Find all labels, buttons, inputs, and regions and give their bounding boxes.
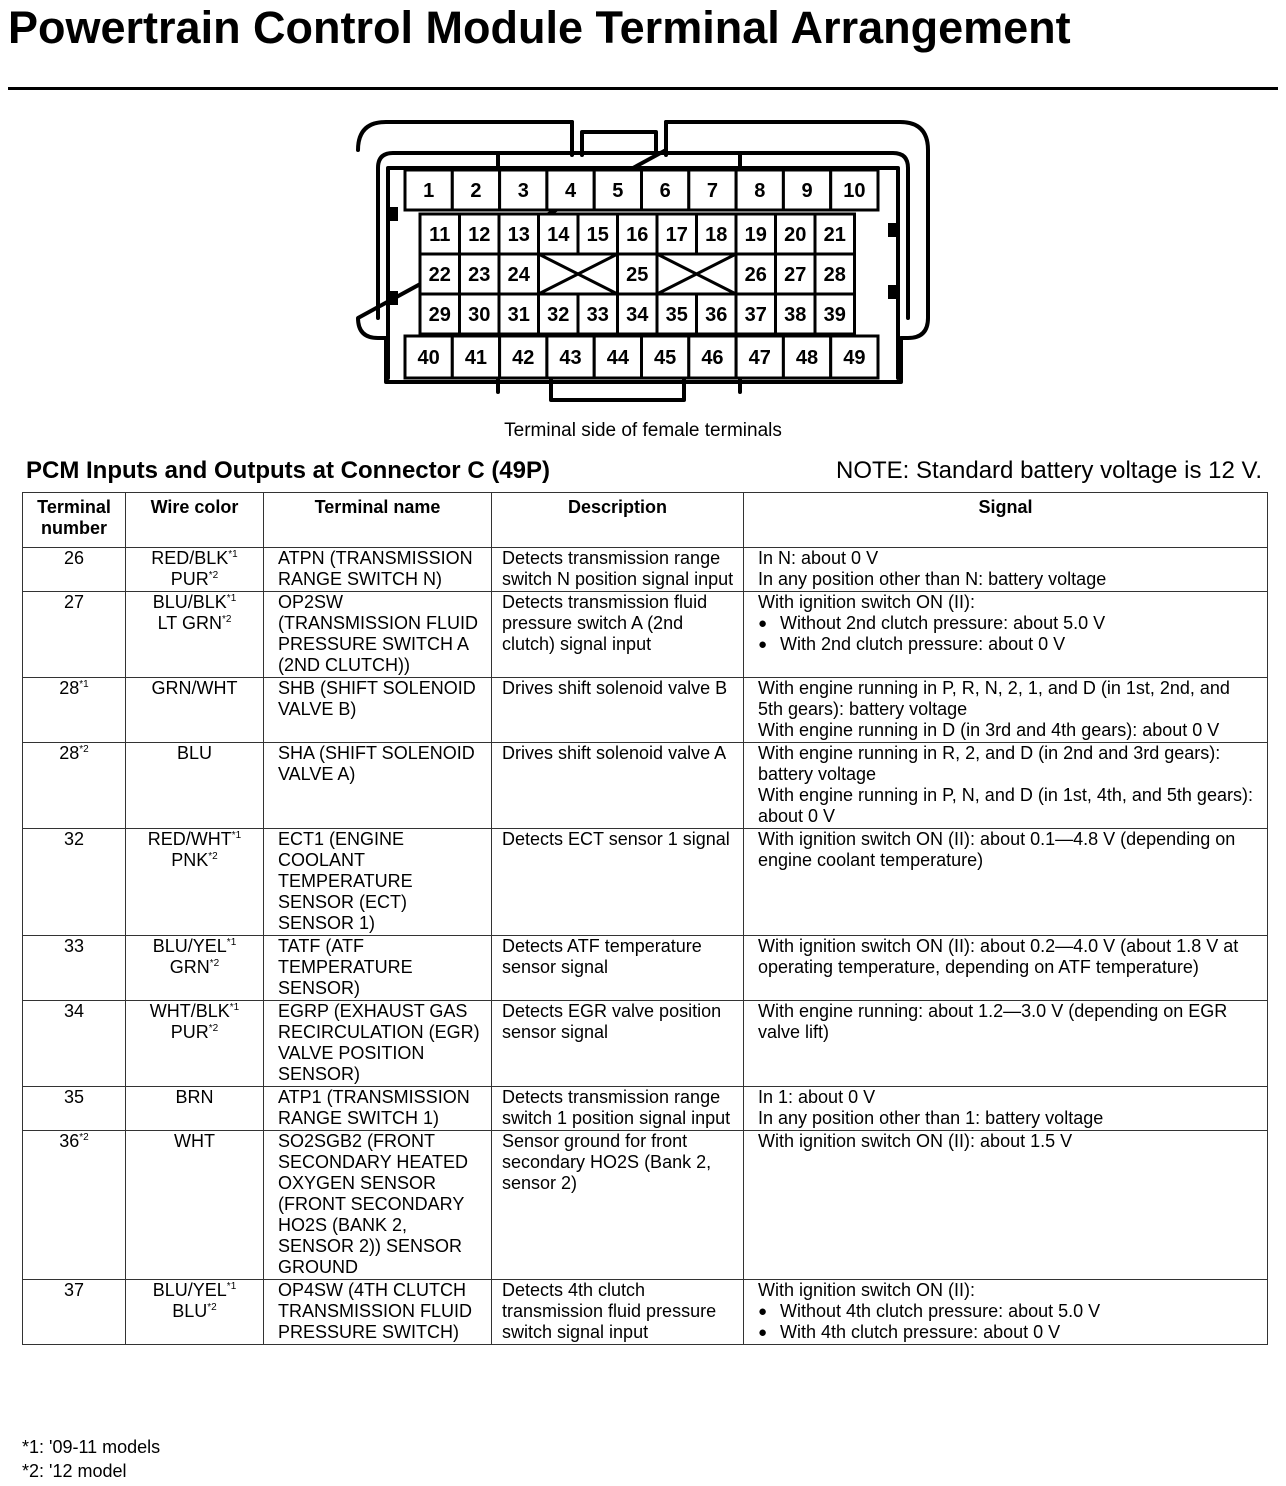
signal-bullet: ● With 4th clutch pressure: about 0 V	[758, 1322, 1259, 1343]
signal-line: In 1: about 0 V	[758, 1087, 876, 1107]
terminal-number: 27	[784, 264, 807, 286]
wire-color-line	[129, 678, 260, 699]
terminal-number: 34	[626, 304, 649, 326]
wire-color-value: RED/WHT	[147, 829, 232, 849]
cell-description: Detects transmission range switch 1 position signal input	[492, 1087, 744, 1131]
signal-line: With engine running: about 1.2—3.0 V (depending on EGR valve lift)	[758, 1001, 1228, 1042]
cell-terminal-number	[23, 1087, 126, 1131]
wire-color-line	[129, 743, 260, 764]
wire-color-value: PUR	[170, 1022, 209, 1042]
cell-description: Detects ECT sensor 1 signal	[492, 829, 744, 936]
cell-signal	[744, 936, 1268, 1001]
cell-description: Detects EGR valve position sensor signal	[492, 1001, 744, 1087]
cell-wire-color	[126, 743, 264, 829]
terminal-number-value: 37	[63, 1280, 85, 1300]
signal-bullet: ● With 2nd clutch pressure: about 0 V	[758, 634, 1259, 655]
terminal-number-value: 27	[63, 592, 85, 612]
terminal-number: 44	[606, 347, 629, 369]
terminal-number: 28	[823, 264, 846, 286]
cell-terminal-number	[23, 678, 126, 743]
wire-color-line	[129, 936, 260, 957]
wire-color-value: RED/BLK	[151, 548, 229, 568]
footnote-mark: *1	[226, 1281, 237, 1292]
cell-wire-color	[126, 936, 264, 1001]
cell-wire-color	[126, 1280, 264, 1345]
terminal-number: 7	[706, 180, 719, 202]
wire-color-line	[129, 850, 260, 871]
signal-line: With ignition switch ON (II): about 0.2—4.0 V (about 1.8 V at operating temperature, depending on ATF temperature)	[758, 936, 1239, 977]
wire-color-value: GRN	[169, 957, 210, 977]
terminal-number: 26	[744, 264, 767, 286]
terminal-number: 31	[507, 304, 530, 326]
header-terminal-number: Terminal number	[23, 493, 126, 548]
wire-color-line	[129, 592, 260, 613]
wire-color-value: WHT/BLK	[149, 1001, 230, 1021]
cell-terminal-name: TATF (ATF TEMPERATURE SENSOR)	[264, 936, 492, 1001]
wire-color-value: BLU/YEL	[152, 1280, 227, 1300]
cell-signal	[744, 1087, 1268, 1131]
footnote-2: *2: '12 model	[22, 1461, 127, 1481]
terminal-number: 47	[748, 347, 771, 369]
cell-signal	[744, 743, 1268, 829]
terminal-number: 9	[801, 180, 813, 202]
cell-signal	[744, 829, 1268, 936]
terminal-number-value: 28	[59, 743, 80, 763]
table-row	[23, 1280, 1268, 1345]
terminal-number: 37	[744, 304, 767, 326]
terminal-number: 14	[547, 224, 570, 246]
cell-terminal-number	[23, 548, 126, 592]
cell-terminal-name: ATP1 (TRANSMISSION RANGE SWITCH 1)	[264, 1087, 492, 1131]
terminal-number: 17	[665, 224, 688, 246]
wire-color-value: BLU	[172, 1301, 208, 1321]
diagram-caption: Terminal side of female terminals	[504, 420, 782, 441]
signal-line: With ignition switch ON (II): about 1.5 V	[758, 1131, 1073, 1151]
pcm-io-table	[22, 492, 1268, 1345]
cell-wire-color	[126, 1001, 264, 1087]
footnote-mark: *2	[209, 958, 220, 969]
terminal-number: 6	[659, 180, 671, 202]
wire-color-line	[129, 1001, 260, 1022]
wire-color-line	[129, 829, 260, 850]
cell-terminal-number	[23, 936, 126, 1001]
terminal-number: 11	[429, 224, 451, 246]
cell-wire-color	[126, 1131, 264, 1280]
cell-wire-color	[126, 592, 264, 678]
cell-terminal-number	[23, 743, 126, 829]
signal-bullet: ● Without 2nd clutch pressure: about 5.0 V	[758, 613, 1259, 634]
cell-terminal-name: ECT1 (ENGINE COOLANT TEMPERATURE SENSOR (ECT) SENSOR 1)	[264, 829, 492, 936]
cell-signal	[744, 678, 1268, 743]
terminal-number: 43	[559, 347, 582, 369]
signal-line: With engine running in R, 2, and D (in 2nd and 3rd gears): battery voltage	[758, 743, 1221, 784]
footnote-mark: *1	[229, 1002, 240, 1013]
terminal-number: 15	[586, 224, 609, 246]
wire-color-line	[129, 1087, 260, 1108]
footnote-mark: *2	[79, 744, 89, 755]
terminal-number: 2	[470, 180, 482, 202]
table-row	[23, 936, 1268, 1001]
section-title: PCM Inputs and Outputs at Connector C (49P)	[26, 457, 551, 484]
cell-description: Drives shift solenoid valve B	[492, 678, 744, 743]
footnote-mark: *2	[208, 1023, 219, 1034]
wire-color-line	[129, 1301, 260, 1322]
wire-color-value: PUR	[170, 569, 209, 589]
footnote-mark: *1	[226, 593, 237, 604]
cell-description: Detects ATF temperature sensor signal	[492, 936, 744, 1001]
terminal-number: 19	[744, 224, 767, 246]
table-row	[23, 829, 1268, 936]
footnote-1: *1: '09-11 models	[22, 1437, 161, 1457]
signal-line: With ignition switch ON (II):	[758, 1280, 976, 1300]
terminal-number-value: 36	[59, 1131, 80, 1151]
cell-wire-color	[126, 1087, 264, 1131]
footnote-mark: *1	[228, 549, 238, 560]
wire-color-value: WHT	[174, 1131, 215, 1151]
cell-terminal-name: EGRP (EXHAUST GAS RECIRCULATION (EGR) VALVE POSITION SENSOR)	[264, 1001, 492, 1087]
terminal-number: 21	[823, 224, 846, 246]
page-title: Powertrain Control Module Terminal Arrangement	[8, 2, 1071, 53]
header-wire-color: Wire color	[126, 493, 264, 548]
terminal-number: 4	[564, 180, 577, 202]
cell-wire-color	[126, 678, 264, 743]
terminal-number: 3	[517, 180, 529, 202]
cell-signal	[744, 1131, 1268, 1280]
wire-color-value: GRN/WHT	[151, 678, 238, 698]
cell-terminal-number	[23, 829, 126, 936]
footnote-mark: *2	[221, 614, 232, 625]
terminal-number: 46	[701, 347, 724, 369]
wire-color-line	[129, 1131, 260, 1152]
terminal-number: 42	[512, 347, 535, 369]
signal-line: With engine running in D (in 3rd and 4th gears): about 0 V	[758, 720, 1220, 740]
battery-voltage-note: NOTE: Standard battery voltage is 12 V.	[835, 457, 1262, 484]
terminal-number-value: 34	[63, 1001, 85, 1021]
terminal-number: 18	[705, 224, 728, 246]
table-row	[23, 1001, 1268, 1087]
terminal-number: 32	[547, 304, 570, 326]
wire-color-line	[129, 569, 260, 590]
table-row	[23, 678, 1268, 743]
terminal-number: 1	[423, 180, 435, 202]
terminal-number: 29	[428, 304, 451, 326]
connector-top-key	[572, 122, 666, 155]
cell-description: Drives shift solenoid valve A	[492, 743, 744, 829]
wire-color-value: BLU/YEL	[152, 936, 227, 956]
signal-line: In any position other than N: battery voltage	[758, 569, 1107, 589]
cell-description: Sensor ground for front secondary HO2S (Bank 2, sensor 2)	[492, 1131, 744, 1280]
cell-terminal-number	[23, 1131, 126, 1280]
footnote-mark: *1	[231, 830, 242, 841]
terminal-number-value: 28	[59, 678, 80, 698]
footnote-mark: *2	[207, 1302, 217, 1313]
terminal-number: 16	[626, 224, 649, 246]
terminal-number: 22	[428, 264, 451, 286]
cell-terminal-name: OP2SW (TRANSMISSION FLUID PRESSURE SWITCH A (2ND CLUTCH))	[264, 592, 492, 678]
terminal-number: 10	[843, 180, 866, 202]
wire-color-value: BLU/BLK	[152, 592, 227, 612]
wire-color-value: PNK	[171, 850, 209, 870]
signal-line: In any position other than 1: battery voltage	[758, 1108, 1104, 1128]
footnote-mark: *2	[208, 570, 219, 581]
terminal-number-value: 26	[63, 548, 85, 568]
terminal-number: 25	[626, 264, 649, 286]
terminal-number: 41	[464, 347, 488, 369]
header-terminal-name: Terminal name	[264, 493, 492, 548]
terminal-number: 39	[823, 304, 846, 326]
footnote-mark: *2	[79, 1132, 89, 1143]
terminal-number: 38	[784, 304, 807, 326]
terminal-number: 36	[705, 304, 728, 326]
terminal-number: 35	[665, 304, 688, 326]
cell-terminal-name: ATPN (TRANSMISSION RANGE SWITCH N)	[264, 548, 492, 592]
table-row	[23, 592, 1268, 678]
cell-wire-color	[126, 548, 264, 592]
terminal-number: 30	[468, 304, 491, 326]
terminal-number: 33	[586, 304, 609, 326]
table-header-row	[23, 493, 1268, 548]
wire-color-line	[129, 1280, 260, 1301]
cell-terminal-number	[23, 1280, 126, 1345]
cell-signal	[744, 592, 1268, 678]
signal-line: With ignition switch ON (II): about 0.1—4.8 V (depending on engine coolant temperature)	[758, 829, 1236, 870]
wire-color-value: BLU	[176, 743, 212, 763]
wire-color-line	[129, 1022, 260, 1043]
footnotes	[22, 1435, 160, 1483]
cell-description: Detects transmission fluid pressure switch A (2nd clutch) signal input	[492, 592, 744, 678]
terminal-number: 12	[468, 224, 491, 246]
cell-wire-color	[126, 829, 264, 936]
cell-terminal-number	[23, 592, 126, 678]
signal-line: With engine running in P, R, N, 2, 1, and D (in 1st, 2nd, and 5th gears): battery voltage	[758, 678, 1230, 719]
wire-color-value: LT GRN	[157, 613, 222, 633]
header-signal: Signal	[744, 493, 1268, 548]
terminal-number: 40	[417, 347, 440, 369]
wire-color-line	[129, 957, 260, 978]
wire-color-line	[129, 613, 260, 634]
signal-bullet: ● Without 4th clutch pressure: about 5.0 V	[758, 1301, 1259, 1322]
terminal-number: 13	[507, 224, 530, 246]
cell-description: Detects 4th clutch transmission fluid pressure switch signal input	[492, 1280, 744, 1345]
header-description: Description	[492, 493, 744, 548]
cell-terminal-name: OP4SW (4TH CLUTCH TRANSMISSION FLUID PRESSURE SWITCH)	[264, 1280, 492, 1345]
cell-terminal-name: SHA (SHIFT SOLENOID VALVE A)	[264, 743, 492, 829]
cell-signal	[744, 548, 1268, 592]
signal-line: With ignition switch ON (II):	[758, 592, 976, 612]
terminal-number: 8	[754, 180, 766, 202]
cell-signal	[744, 1001, 1268, 1087]
footnote-mark: *1	[226, 937, 237, 948]
table-row	[23, 1131, 1268, 1280]
signal-line: With engine running in P, N, and D (in 1st, 4th, and 5th gears): about 0 V	[758, 785, 1253, 826]
wire-color-value: BRN	[175, 1087, 214, 1107]
cell-terminal-number	[23, 1001, 126, 1087]
terminal-number-value: 32	[63, 829, 85, 849]
terminal-number-value: 35	[63, 1087, 85, 1107]
terminal-number: 20	[784, 224, 807, 246]
terminal-number: 24	[507, 264, 530, 286]
signal-line: In N: about 0 V	[758, 548, 879, 568]
cell-description: Detects transmission range switch N position signal input	[492, 548, 744, 592]
connector-diagram	[0, 0, 1286, 415]
terminal-number-value: 33	[63, 936, 85, 956]
terminal-number: 48	[795, 347, 819, 369]
cell-terminal-name: SHB (SHIFT SOLENOID VALVE B)	[264, 678, 492, 743]
footnote-mark: *1	[79, 679, 89, 690]
table-row	[23, 1087, 1268, 1131]
cell-terminal-name: SO2SGB2 (FRONT SECONDARY HEATED OXYGEN SENSOR (FRONT SECONDARY HO2S (BANK 2, SENSOR 2)) SENSOR GROUND	[264, 1131, 492, 1280]
table-row	[23, 743, 1268, 829]
terminal-number: 45	[654, 347, 677, 369]
cell-signal	[744, 1280, 1268, 1345]
terminal-number: 23	[468, 264, 491, 286]
wire-color-line	[129, 548, 260, 569]
terminal-number: 5	[612, 180, 624, 202]
footnote-mark: *2	[208, 851, 218, 862]
table-row	[23, 548, 1268, 592]
terminal-number: 49	[843, 347, 866, 369]
